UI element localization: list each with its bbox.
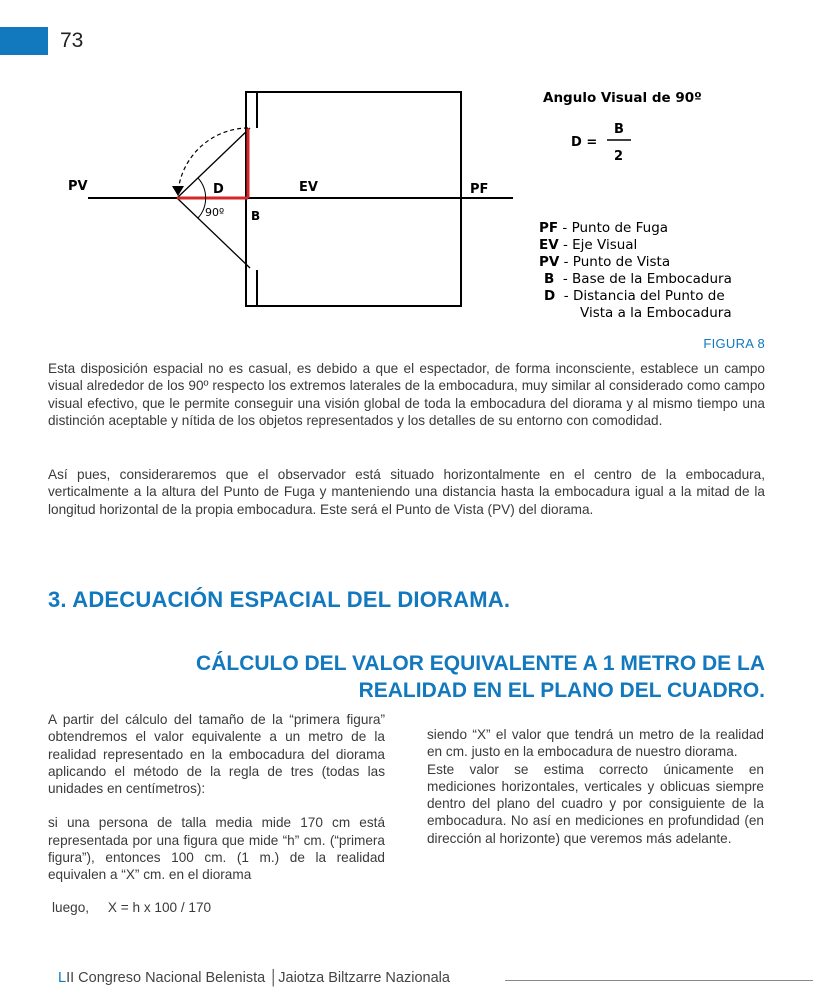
formula-numerator: B (614, 122, 624, 137)
legend-item-b: B - Base de la Embocadura (544, 271, 732, 287)
diagram-title: Angulo Visual de 90º (543, 90, 702, 106)
label-b: B (251, 209, 261, 223)
figure-caption: FIGURA 8 (703, 336, 765, 351)
footer: LII Congreso Nacional Belenista │Jaiotza Biltzarre Nazionala (58, 970, 450, 986)
formula-denominator: 2 (614, 149, 624, 164)
column-right-p1: siendo “X” el valor que tendrá un metro de la realidad en cm. justo en la embocadura de nuestro diorama. (427, 727, 764, 760)
label-angle: 90º (205, 206, 225, 219)
label-pf: PF (470, 182, 489, 197)
paragraph-1: Esta disposición espacial no es casual, es debido a que el espectador, de forma inconsciente, establece un campo visual alrededor de los 90º respecto los extremos laterales de la embocadura, muy similar al considerado como campo visual efectivo, que le permite conseguir una visión global de toda la embocadura del diorama y al mismo tiempo una distinción aceptable y nítida de los objetos representados y los detalles de su entorno con comodidad. (48, 361, 765, 428)
section-heading: 3. ADECUACIÓN ESPACIAL DEL DIORAMA. (48, 587, 511, 612)
subheading: CÁLCULO DEL VALOR EQUIVALENTE A 1 METRO DE LA REALIDAD EN EL PLANO DEL CUADRO. (196, 652, 765, 702)
formula-lhs: D = (571, 135, 598, 150)
figure-8-diagram (0, 0, 813, 340)
legend (539, 220, 732, 321)
label-ev: EV (299, 180, 318, 195)
column-left-p2: si una persona de talla media mide 170 cm está representada por una figura que mide “h” cm. (“primera figura”), entonces 100 cm. (1 m.) de la realidad equivalen a “X” cm. en el diorama (48, 815, 385, 883)
legend-item-d: D - Distancia del Punto de (544, 288, 725, 304)
page-number: 73 (60, 29, 84, 52)
legend-item-pf: PF - Punto de Fuga (539, 220, 669, 236)
column-left (48, 711, 385, 884)
column-right-p2: Este valor se estima correcto únicamente en mediciones horizontales, verticales y oblicuas siempre dentro del plano del cuadro y por consiguiente de la embocadura. No así en mediciones en profundidad (en dirección al horizonte) que veremos más adelante. (427, 761, 764, 846)
legend-item-pv: PV - Punto de Vista (539, 254, 671, 270)
footer-divider (505, 980, 813, 981)
column-right (427, 726, 764, 847)
label-pv: PV (68, 179, 88, 194)
column-left-p1: A partir del cálculo del tamaño de la “primera figura” obtendremos el valor equivalente a un metro de la realidad representado en la embocadura del diorama aplicando el método de la regla de tres (todas las unidades en centímetros): (48, 712, 385, 797)
paragraph-2: Así pues, consideraremos que el observador está situado horizontalmente en el centro de la embocadura, verticalmente a la altura del Punto de Fuga y manteniendo una distancia hasta la embocadura igual a la mitad de la longitud horizontal de la propia embocadura. Este será el Punto de Vista (PV) del diorama. (48, 467, 765, 517)
formula-line: luego, X = h x 100 / 170 (52, 900, 212, 915)
label-d: D (213, 182, 224, 197)
legend-item-ev: EV - Eje Visual (539, 237, 638, 253)
legend-item-d-cont: Vista a la Embocadura (580, 305, 732, 321)
arc-arrowhead (172, 186, 184, 196)
